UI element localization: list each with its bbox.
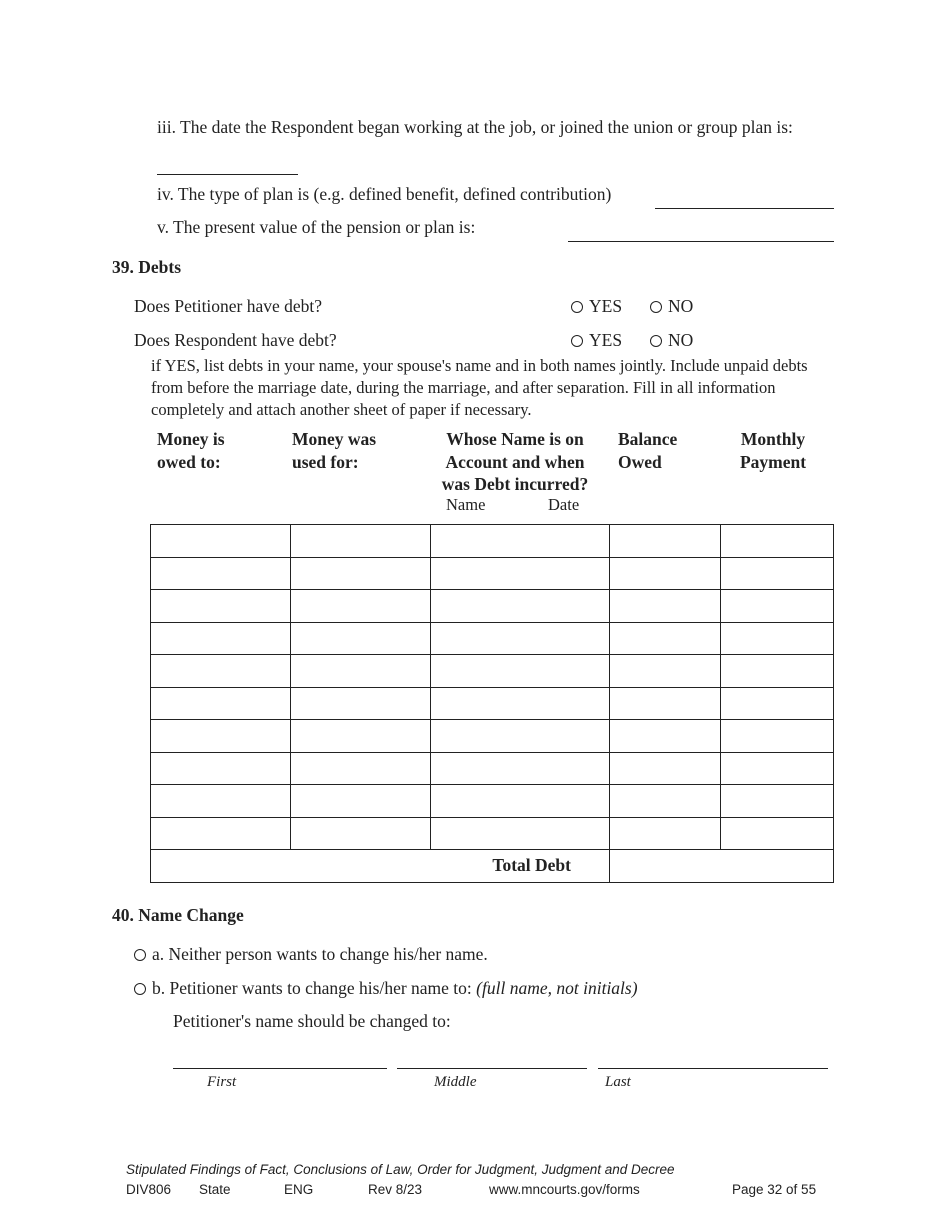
respondent-debt-no[interactable]: NO — [650, 330, 693, 351]
radio-icon[interactable] — [571, 301, 583, 313]
cell-monthly-payment[interactable] — [721, 622, 834, 655]
cell-monthly-payment[interactable] — [721, 590, 834, 623]
total-debt-row — [151, 850, 834, 883]
cell-monthly-payment[interactable] — [721, 525, 834, 558]
cell-owed-to[interactable] — [151, 720, 291, 753]
cell-whose-name[interactable] — [431, 590, 610, 623]
debts-instructions: if YES, list debts in your name, your spouse's name and in both names jointly. Include unpaid debts from before the marriage date, during the marriage, and after separation. Fill in all information completely and attach another sheet of paper if necessary. — [151, 356, 808, 419]
petitioner-debt-question: Does Petitioner have debt? — [134, 296, 323, 316]
name-change-option-b[interactable]: b. Petitioner wants to change his/her name to: (full name, not initials) — [134, 978, 638, 999]
table-row — [151, 752, 834, 785]
cell-used-for[interactable] — [291, 720, 431, 753]
cell-owed-to[interactable] — [151, 525, 291, 558]
table-row — [151, 785, 834, 818]
plan-type-field[interactable] — [655, 208, 834, 209]
first-label: First — [207, 1074, 237, 1090]
table-row — [151, 590, 834, 623]
petitioner-debt-yes[interactable]: YES — [571, 296, 622, 317]
cell-balance-owed[interactable] — [610, 817, 721, 850]
cell-owed-to[interactable] — [151, 687, 291, 720]
name-change-heading: 40. Name Change — [112, 905, 244, 925]
cell-monthly-payment[interactable] — [721, 752, 834, 785]
cell-whose-name[interactable] — [431, 785, 610, 818]
name-should-be-label: Petitioner's name should be changed to: — [173, 1011, 451, 1031]
cell-used-for[interactable] — [291, 525, 431, 558]
last-name-field[interactable] — [598, 1068, 828, 1069]
respondent-start-date-field[interactable] — [157, 174, 298, 175]
cell-used-for[interactable] — [291, 687, 431, 720]
radio-icon[interactable] — [650, 335, 662, 347]
pension-item-v: v. The present value of the pension or plan is: — [157, 217, 476, 237]
cell-owed-to[interactable] — [151, 557, 291, 590]
cell-owed-to[interactable] — [151, 785, 291, 818]
cell-balance-owed[interactable] — [610, 525, 721, 558]
cell-used-for[interactable] — [291, 590, 431, 623]
respondent-debt-yes[interactable]: YES — [571, 330, 622, 351]
last-label: Last — [605, 1074, 631, 1090]
col-balance-owed: Balance Owed — [618, 429, 678, 472]
col-whose-name: Whose Name is on Account and when was Debt incurred? — [441, 429, 589, 494]
cell-used-for[interactable] — [291, 655, 431, 688]
first-name-field[interactable] — [173, 1068, 387, 1069]
debts-heading: 39. Debts — [112, 257, 182, 277]
pension-item-iii: iii. The date the Respondent began working at the job, or joined the union or group plan is: — [157, 117, 793, 137]
col-name-sub: Name — [446, 495, 486, 514]
col-used-for: Money was used for: — [292, 429, 377, 472]
cell-owed-to[interactable] — [151, 622, 291, 655]
cell-monthly-payment[interactable] — [721, 817, 834, 850]
pension-item-iv: iv. The type of plan is (e.g. defined benefit, defined contribution) — [157, 184, 612, 204]
cell-used-for[interactable] — [291, 752, 431, 785]
radio-icon[interactable] — [571, 335, 583, 347]
table-row — [151, 525, 834, 558]
table-row — [151, 557, 834, 590]
cell-balance-owed[interactable] — [610, 622, 721, 655]
name-change-option-a[interactable]: a. Neither person wants to change his/her name. — [134, 944, 488, 965]
cell-used-for[interactable] — [291, 785, 431, 818]
total-debt-label: Total Debt — [151, 850, 610, 883]
respondent-debt-question: Does Respondent have debt? — [134, 330, 337, 350]
middle-label: Middle — [434, 1074, 477, 1090]
footer-url[interactable]: www.mncourts.gov/forms — [489, 1182, 640, 1197]
cell-whose-name[interactable] — [431, 752, 610, 785]
table-row — [151, 817, 834, 850]
cell-owed-to[interactable] — [151, 752, 291, 785]
cell-whose-name[interactable] — [431, 557, 610, 590]
cell-balance-owed[interactable] — [610, 557, 721, 590]
table-row — [151, 687, 834, 720]
cell-used-for[interactable] — [291, 817, 431, 850]
footer-page-number: Page 32 of 55 — [732, 1182, 817, 1197]
cell-balance-owed[interactable] — [610, 687, 721, 720]
footer-form-id: DIV806 — [126, 1182, 172, 1197]
cell-whose-name[interactable] — [431, 655, 610, 688]
radio-icon[interactable] — [134, 949, 146, 961]
cell-whose-name[interactable] — [431, 720, 610, 753]
cell-balance-owed[interactable] — [610, 720, 721, 753]
total-debt-cell[interactable] — [610, 850, 834, 883]
cell-balance-owed[interactable] — [610, 590, 721, 623]
radio-icon[interactable] — [134, 983, 146, 995]
cell-monthly-payment[interactable] — [721, 655, 834, 688]
footer-jurisdiction: State — [199, 1182, 231, 1197]
cell-monthly-payment[interactable] — [721, 557, 834, 590]
footer-title: Stipulated Findings of Fact, Conclusions of Law, Order for Judgment, Judgment and Decree — [126, 1162, 675, 1177]
present-value-field[interactable] — [568, 241, 834, 242]
middle-name-field[interactable] — [397, 1068, 587, 1069]
cell-owed-to[interactable] — [151, 590, 291, 623]
cell-whose-name[interactable] — [431, 622, 610, 655]
cell-monthly-payment[interactable] — [721, 785, 834, 818]
cell-monthly-payment[interactable] — [721, 687, 834, 720]
cell-used-for[interactable] — [291, 622, 431, 655]
cell-owed-to[interactable] — [151, 817, 291, 850]
cell-whose-name[interactable] — [431, 525, 610, 558]
footer-revision: Rev 8/23 — [368, 1182, 423, 1197]
footer-language: ENG — [284, 1182, 314, 1197]
option-b-note: (full name, not initials) — [476, 978, 638, 998]
cell-whose-name[interactable] — [431, 817, 610, 850]
col-monthly-payment: Monthly Payment — [739, 429, 807, 472]
table-row — [151, 720, 834, 753]
col-owed-to: Money is owed to: — [157, 429, 225, 472]
cell-balance-owed[interactable] — [610, 785, 721, 818]
table-row — [151, 655, 834, 688]
cell-balance-owed[interactable] — [610, 655, 721, 688]
cell-whose-name[interactable] — [431, 687, 610, 720]
col-date-sub: Date — [548, 495, 580, 514]
debts-table — [150, 524, 834, 883]
cell-monthly-payment[interactable] — [721, 720, 834, 753]
table-row — [151, 622, 834, 655]
cell-owed-to[interactable] — [151, 655, 291, 688]
radio-icon[interactable] — [650, 301, 662, 313]
petitioner-debt-no[interactable]: NO — [650, 296, 693, 317]
cell-balance-owed[interactable] — [610, 752, 721, 785]
cell-used-for[interactable] — [291, 557, 431, 590]
